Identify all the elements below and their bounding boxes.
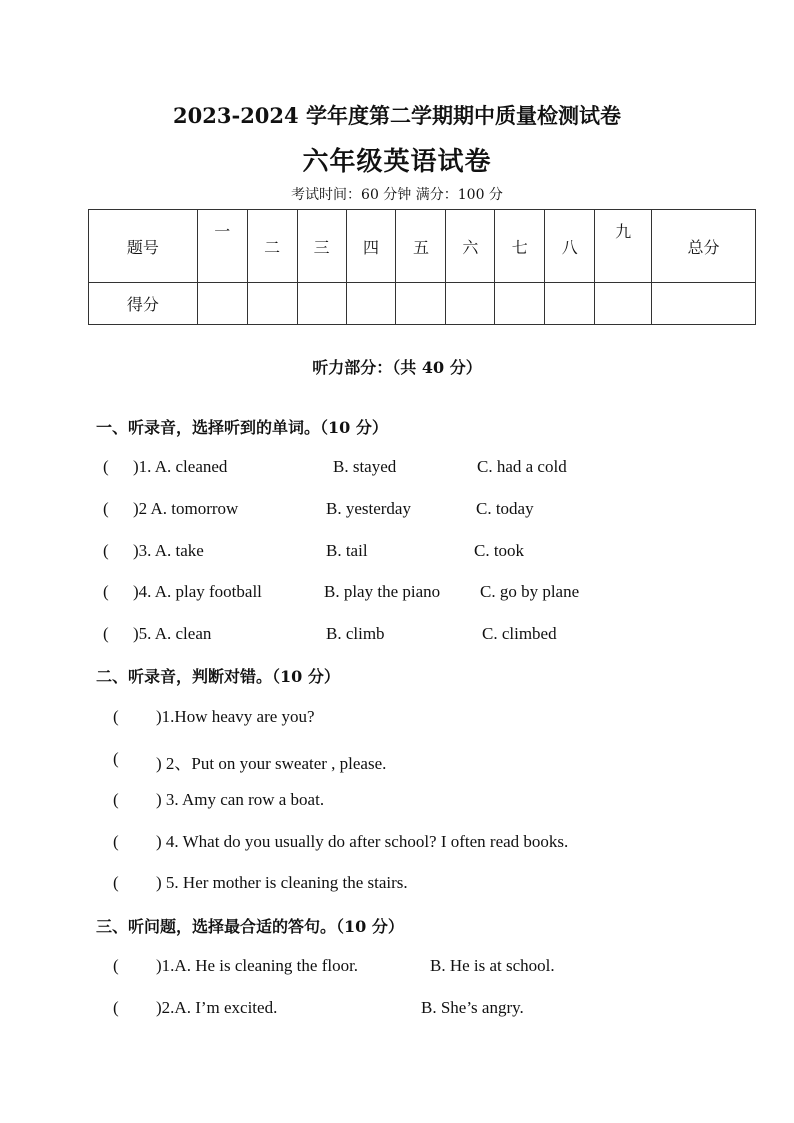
option-c: C. took <box>474 541 525 560</box>
option-b: B. climb <box>326 624 385 643</box>
answer-bracket[interactable]: ( <box>113 749 119 768</box>
column-6: 六 <box>446 210 495 283</box>
column-4: 四 <box>346 210 396 283</box>
option-c: C. today <box>476 499 534 518</box>
column-1: 一 <box>197 210 247 283</box>
total-score-cell[interactable] <box>652 283 756 325</box>
column-9: 九 <box>595 210 652 283</box>
exam-title: 2023-2024 学年度第二学期期中质量检测试卷 <box>173 103 621 128</box>
score-label: 得分 <box>89 283 198 325</box>
answer-bracket[interactable]: ( <box>113 832 119 851</box>
score-cell[interactable] <box>297 283 346 325</box>
column-5: 五 <box>396 210 446 283</box>
option-b: B. stayed <box>333 457 397 476</box>
statement-text: ) 4. What do you usually do after school? I often read books. <box>156 832 569 851</box>
exam-info: 考试时间：60 分钟 满分：100 分 <box>291 187 503 203</box>
score-cell[interactable] <box>197 283 247 325</box>
score-cell[interactable] <box>495 283 545 325</box>
answer-bracket[interactable]: ( <box>103 624 109 643</box>
option-c: C. climbed <box>482 624 557 643</box>
score-cell[interactable] <box>446 283 495 325</box>
column-7: 七 <box>495 210 545 283</box>
score-row <box>89 283 756 325</box>
column-3: 三 <box>297 210 346 283</box>
option-b: B. She’s angry. <box>421 998 524 1017</box>
answer-bracket[interactable]: ( <box>103 582 109 601</box>
answer-bracket[interactable]: ( <box>103 541 109 560</box>
statement-text: )1.How heavy are you? <box>156 707 315 726</box>
total-label: 总分 <box>652 210 756 283</box>
part1-heading: 一、听录音，选择听到的单词。（10 分） <box>96 418 388 437</box>
option-b: B. yesterday <box>326 499 411 518</box>
question-text: )5. A. clean <box>133 624 212 643</box>
answer-bracket[interactable]: ( <box>103 457 109 476</box>
answer-bracket[interactable]: ( <box>103 499 109 518</box>
score-header-row <box>89 210 756 283</box>
score-table <box>88 209 756 325</box>
question-text: )3. A. take <box>133 541 204 560</box>
question-number-label: 题号 <box>89 210 198 283</box>
question-text: )2 A. tomorrow <box>133 499 239 518</box>
part2-heading: 二、听录音，判断对错。（10 分） <box>96 667 340 686</box>
listening-heading: 听力部分：（共 40 分） <box>312 358 482 377</box>
column-2: 二 <box>247 210 297 283</box>
option-b: B. He is at school. <box>430 956 555 975</box>
option-b: B. play the piano <box>324 582 441 601</box>
option-c: C. go by plane <box>480 582 580 601</box>
statement-text: ) 2、Put on your sweater , please. <box>156 754 387 773</box>
option-c: C. had a cold <box>477 457 567 476</box>
column-8: 八 <box>545 210 595 283</box>
question-text: )1. A. cleaned <box>133 457 228 476</box>
question-text: )4. A. play football <box>133 582 262 601</box>
option-a: )2.A. I’m excited. <box>156 998 278 1017</box>
option-b: B. tail <box>326 541 368 560</box>
score-cell[interactable] <box>247 283 297 325</box>
score-cell[interactable] <box>396 283 446 325</box>
exam-subtitle: 六年级英语试卷 <box>302 147 492 177</box>
part3-heading: 三、听问题，选择最合适的答句。（10 分） <box>96 917 404 936</box>
answer-bracket[interactable]: ( <box>113 998 119 1017</box>
answer-bracket[interactable]: ( <box>113 707 119 726</box>
score-cell[interactable] <box>595 283 652 325</box>
statement-text: ) 5. Her mother is cleaning the stairs. <box>156 873 408 892</box>
score-cell[interactable] <box>346 283 396 325</box>
answer-bracket[interactable]: ( <box>113 873 119 892</box>
answer-bracket[interactable]: ( <box>113 956 119 975</box>
answer-bracket[interactable]: ( <box>113 790 119 809</box>
statement-text: ) 3. Amy can row a boat. <box>156 790 325 809</box>
score-cell[interactable] <box>545 283 595 325</box>
option-a: )1.A. He is cleaning the floor. <box>156 956 359 975</box>
